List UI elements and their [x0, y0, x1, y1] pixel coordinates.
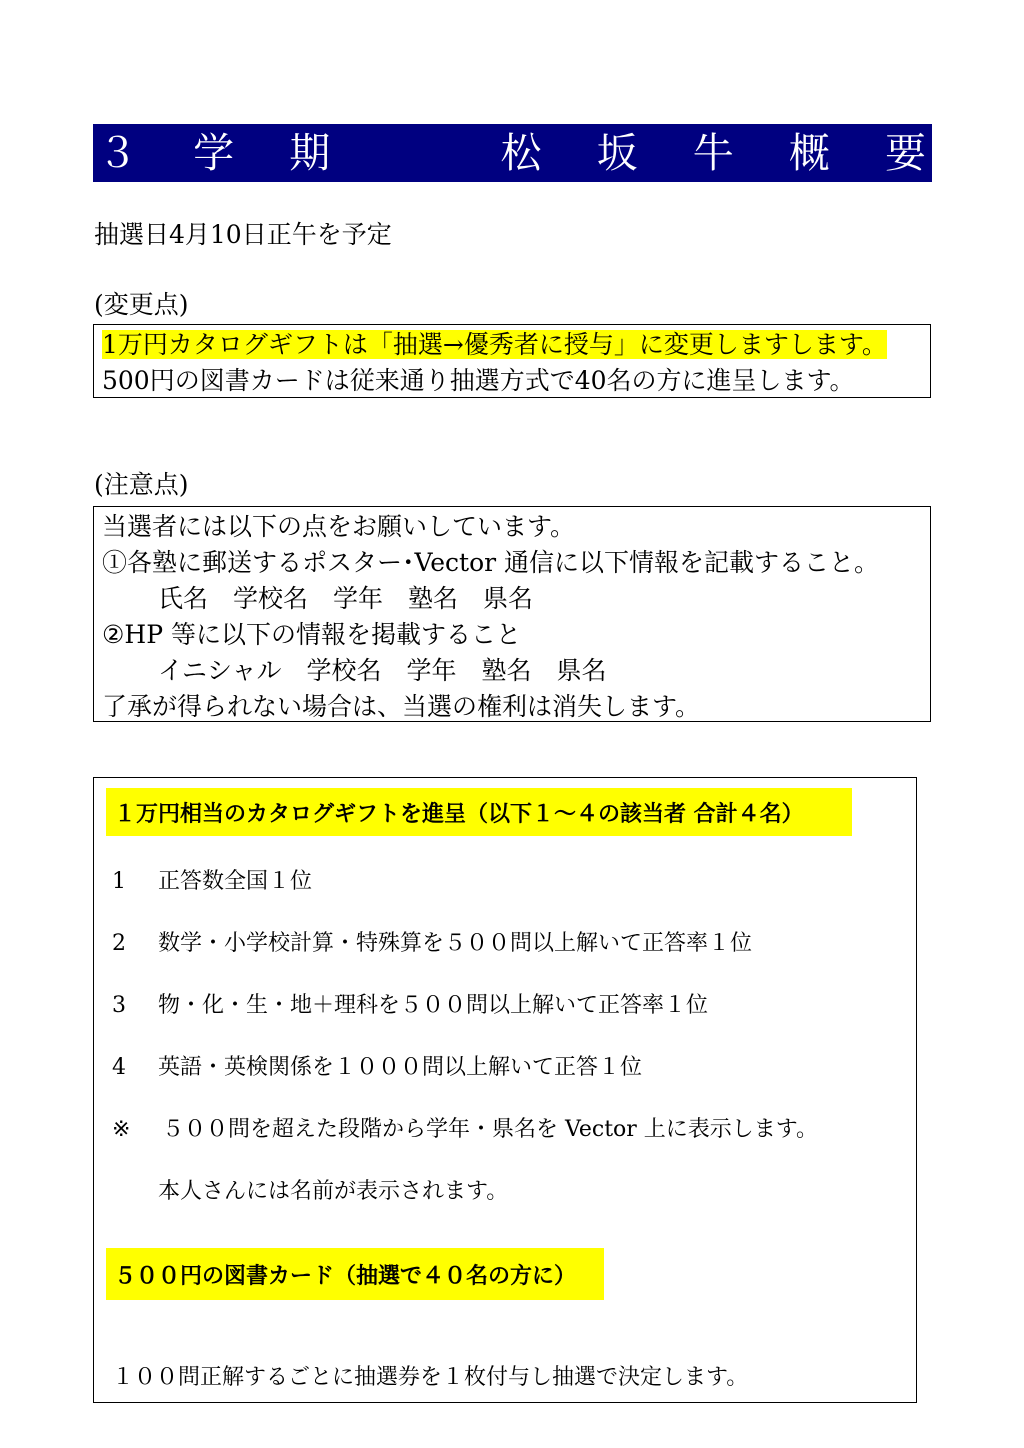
prizes-box — [93, 777, 917, 1403]
item-text: 英語・英検関係を１０００問以上解いて正答１位 — [158, 1055, 643, 1080]
item-number: 2 — [112, 931, 126, 956]
item-number: 4 — [112, 1055, 126, 1080]
title-char: ３ — [97, 128, 138, 177]
list-item — [112, 1050, 642, 1081]
changes-heading: (変更点) — [94, 290, 189, 319]
notes-line: ①各塾に郵送するポスター･Vector 通信に以下情報を記載すること。 — [102, 548, 880, 577]
changes-line: 500円の図書カードは従来通り抽選方式で40名の方に進呈します。 — [102, 366, 855, 395]
list-item — [112, 864, 312, 895]
notes-heading: (注意点) — [94, 470, 189, 499]
card-heading: ５００円の図書カード（抽選で４０名の方に） — [106, 1248, 604, 1300]
item-text: 本人さんには名前が表示されます。 — [158, 1179, 509, 1204]
list-item — [112, 1174, 508, 1205]
notes-line: 氏名 学校名 学年 塾名 県名 — [158, 584, 534, 613]
title-banner — [93, 124, 932, 182]
item-number: 3 — [112, 993, 126, 1018]
catalog-heading: １万円相当のカタログギフトを進呈（以下１～４の該当者 合計４名） — [106, 788, 852, 836]
list-item — [112, 926, 752, 957]
title-char: 坂 — [596, 128, 638, 177]
title-char: 期 — [289, 128, 331, 177]
list-item — [112, 988, 708, 1019]
changes-line-highlight: 1万円カタログギフトは「抽選→優秀者に授与」に変更しますします。 — [102, 330, 887, 359]
title-char: 松 — [500, 128, 542, 177]
title-char: 牛 — [692, 128, 734, 177]
changes-box — [93, 324, 931, 398]
title-char: 要 — [885, 128, 926, 177]
notes-line: イニシャル 学校名 学年 塾名 県名 — [158, 656, 607, 685]
notes-line: ②HP 等に以下の情報を掲載すること — [102, 620, 521, 649]
title-char: 学 — [193, 128, 235, 177]
notes-line: 当選者には以下の点をお願いしています。 — [102, 512, 576, 541]
item-text: 正答数全国１位 — [158, 869, 313, 894]
lottery-date: 抽選日4月10日正午を予定 — [94, 220, 392, 249]
notes-line: 了承が得られない場合は、当選の権利は消失します。 — [102, 692, 701, 721]
notes-box — [93, 506, 931, 722]
item-text: 数学・小学校計算・特殊算を５００問以上解いて正答率１位 — [158, 931, 753, 956]
list-item — [112, 1112, 818, 1143]
item-text: 物・化・生・地＋理科を５００問以上解いて正答率１位 — [158, 993, 709, 1018]
item-number: ※ — [112, 1117, 131, 1142]
card-text: １００問正解するごとに抽選券を１枚付与し抽選で決定します。 — [112, 1365, 749, 1390]
item-text: ５００問を超えた段階から学年・県名を Vector 上に表示します。 — [162, 1117, 819, 1142]
title-char: 概 — [788, 128, 830, 177]
item-number: 1 — [112, 869, 126, 894]
